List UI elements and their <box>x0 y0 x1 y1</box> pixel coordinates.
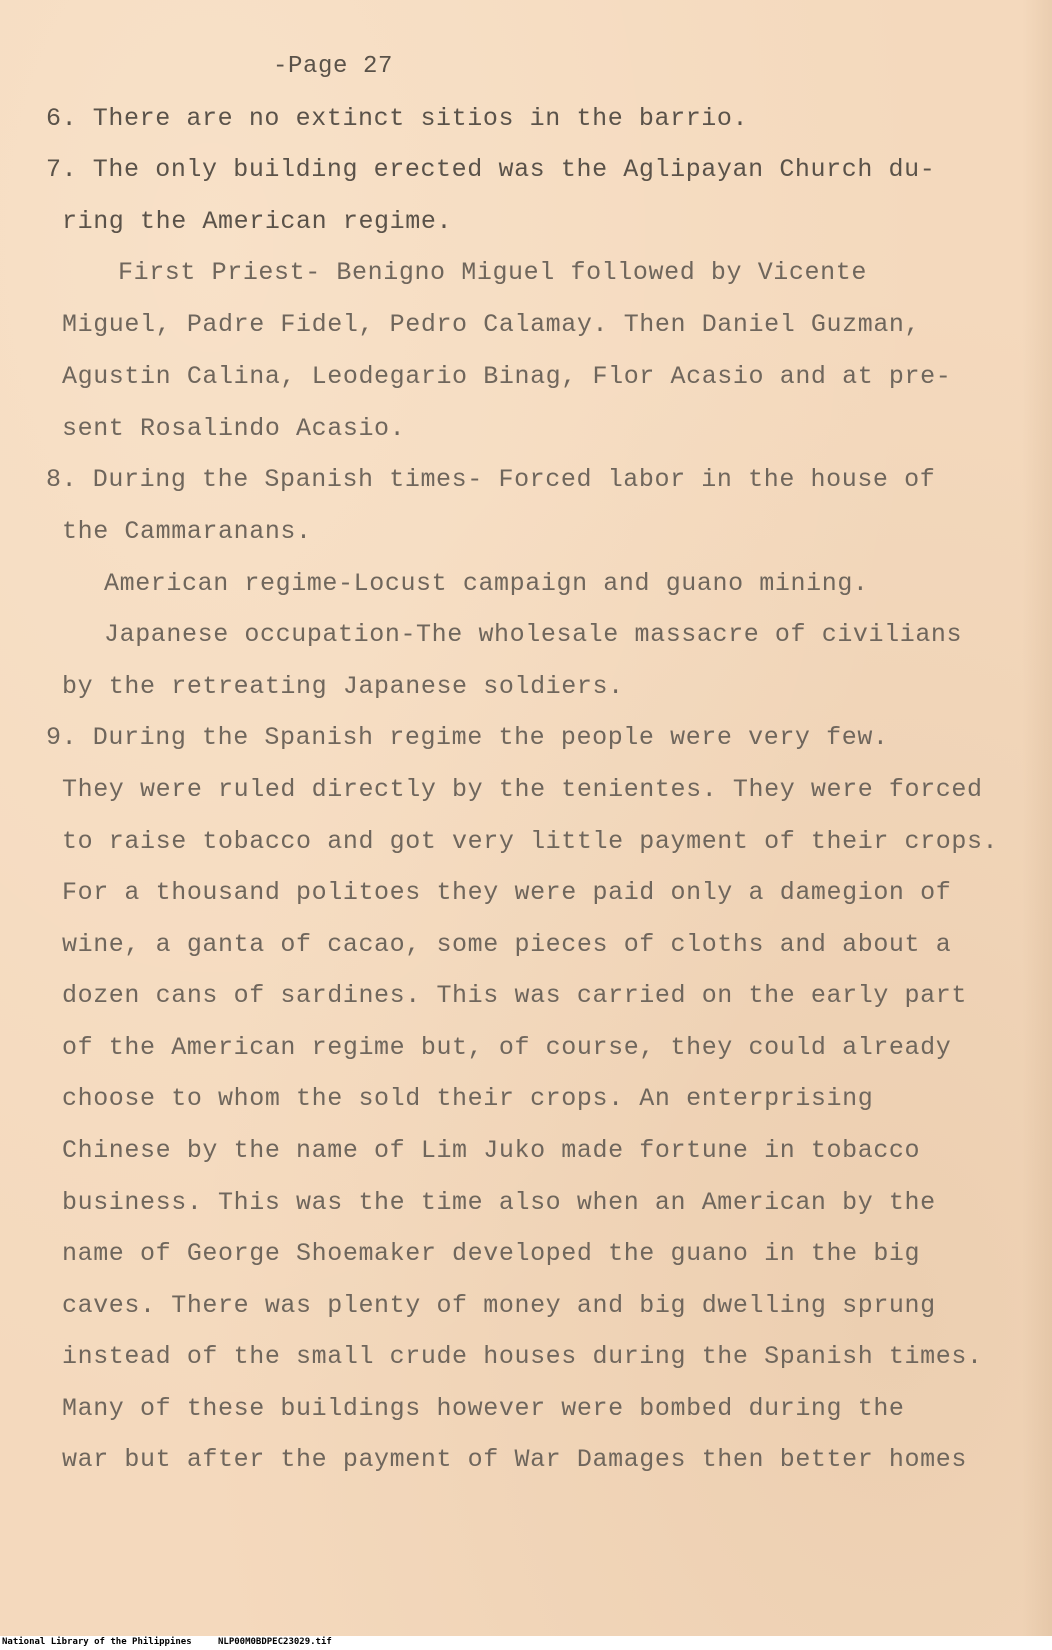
text-line-21: Chinese by the name of Lim Juko made fortune in tobacco <box>62 1136 921 1165</box>
text-line-8: 8. During the Spanish times- Forced labor in the house of <box>46 465 936 494</box>
text-line-17: wine, a ganta of cacao, some pieces of cloths and about a <box>62 930 952 959</box>
text-line-4: First Priest- Benigno Miguel followed by Vicente <box>118 258 867 287</box>
text-line-20: choose to whom the sold their crops. An enterprising <box>62 1084 874 1113</box>
page-header: -Page 27 <box>273 53 394 80</box>
page-edge-shadow <box>1022 0 1052 1650</box>
text-line-13: 9. During the Spanish regime the people were very few. <box>46 723 889 752</box>
text-line-3: ring the American regime. <box>62 207 453 236</box>
text-line-22: business. This was the time also when an American by the <box>62 1188 936 1217</box>
text-line-16: For a thousand politoes they were paid only a damegion of <box>62 878 952 907</box>
text-line-7: sent Rosalindo Acasio. <box>62 414 406 443</box>
text-line-12: by the retreating Japanese soldiers. <box>62 672 624 701</box>
text-line-15: to raise tobacco and got very little payment of their crops. <box>62 827 999 856</box>
text-line-11: Japanese occupation-The wholesale massacre of civilians <box>104 620 963 649</box>
text-line-5: Miguel, Padre Fidel, Pedro Calamay. Then Daniel Guzman, <box>62 310 921 339</box>
text-line-26: Many of these buildings however were bombed during the <box>62 1394 905 1423</box>
text-line-25: instead of the small crude houses during the Spanish times. <box>62 1342 983 1371</box>
text-line-18: dozen cans of sardines. This was carried on the early part <box>62 981 967 1010</box>
text-line-23: name of George Shoemaker developed the guano in the big <box>62 1239 921 1268</box>
footer-institution: National Library of the Philippines <box>2 1637 192 1647</box>
text-line-1: 6. There are no extinct sitios in the barrio. <box>46 104 749 133</box>
text-line-19: of the American regime but, of course, they could already <box>62 1033 952 1062</box>
text-line-2: 7. The only building erected was the Aglipayan Church du- <box>46 155 936 184</box>
footer-file-id: NLP00M0BDPEC23029.tif <box>218 1637 332 1647</box>
text-line-14: They were ruled directly by the tenientes. They were forced <box>62 775 983 804</box>
text-line-10: American regime-Locust campaign and guano mining. <box>104 569 869 598</box>
text-line-6: Agustin Calina, Leodegario Binag, Flor Acasio and at pre- <box>62 362 952 391</box>
text-line-9: the Cammaranans. <box>62 517 312 546</box>
text-line-24: caves. There was plenty of money and big dwelling sprung <box>62 1291 936 1320</box>
text-line-27: war but after the payment of War Damages then better homes <box>62 1445 967 1474</box>
scan-footer <box>0 1636 1052 1650</box>
